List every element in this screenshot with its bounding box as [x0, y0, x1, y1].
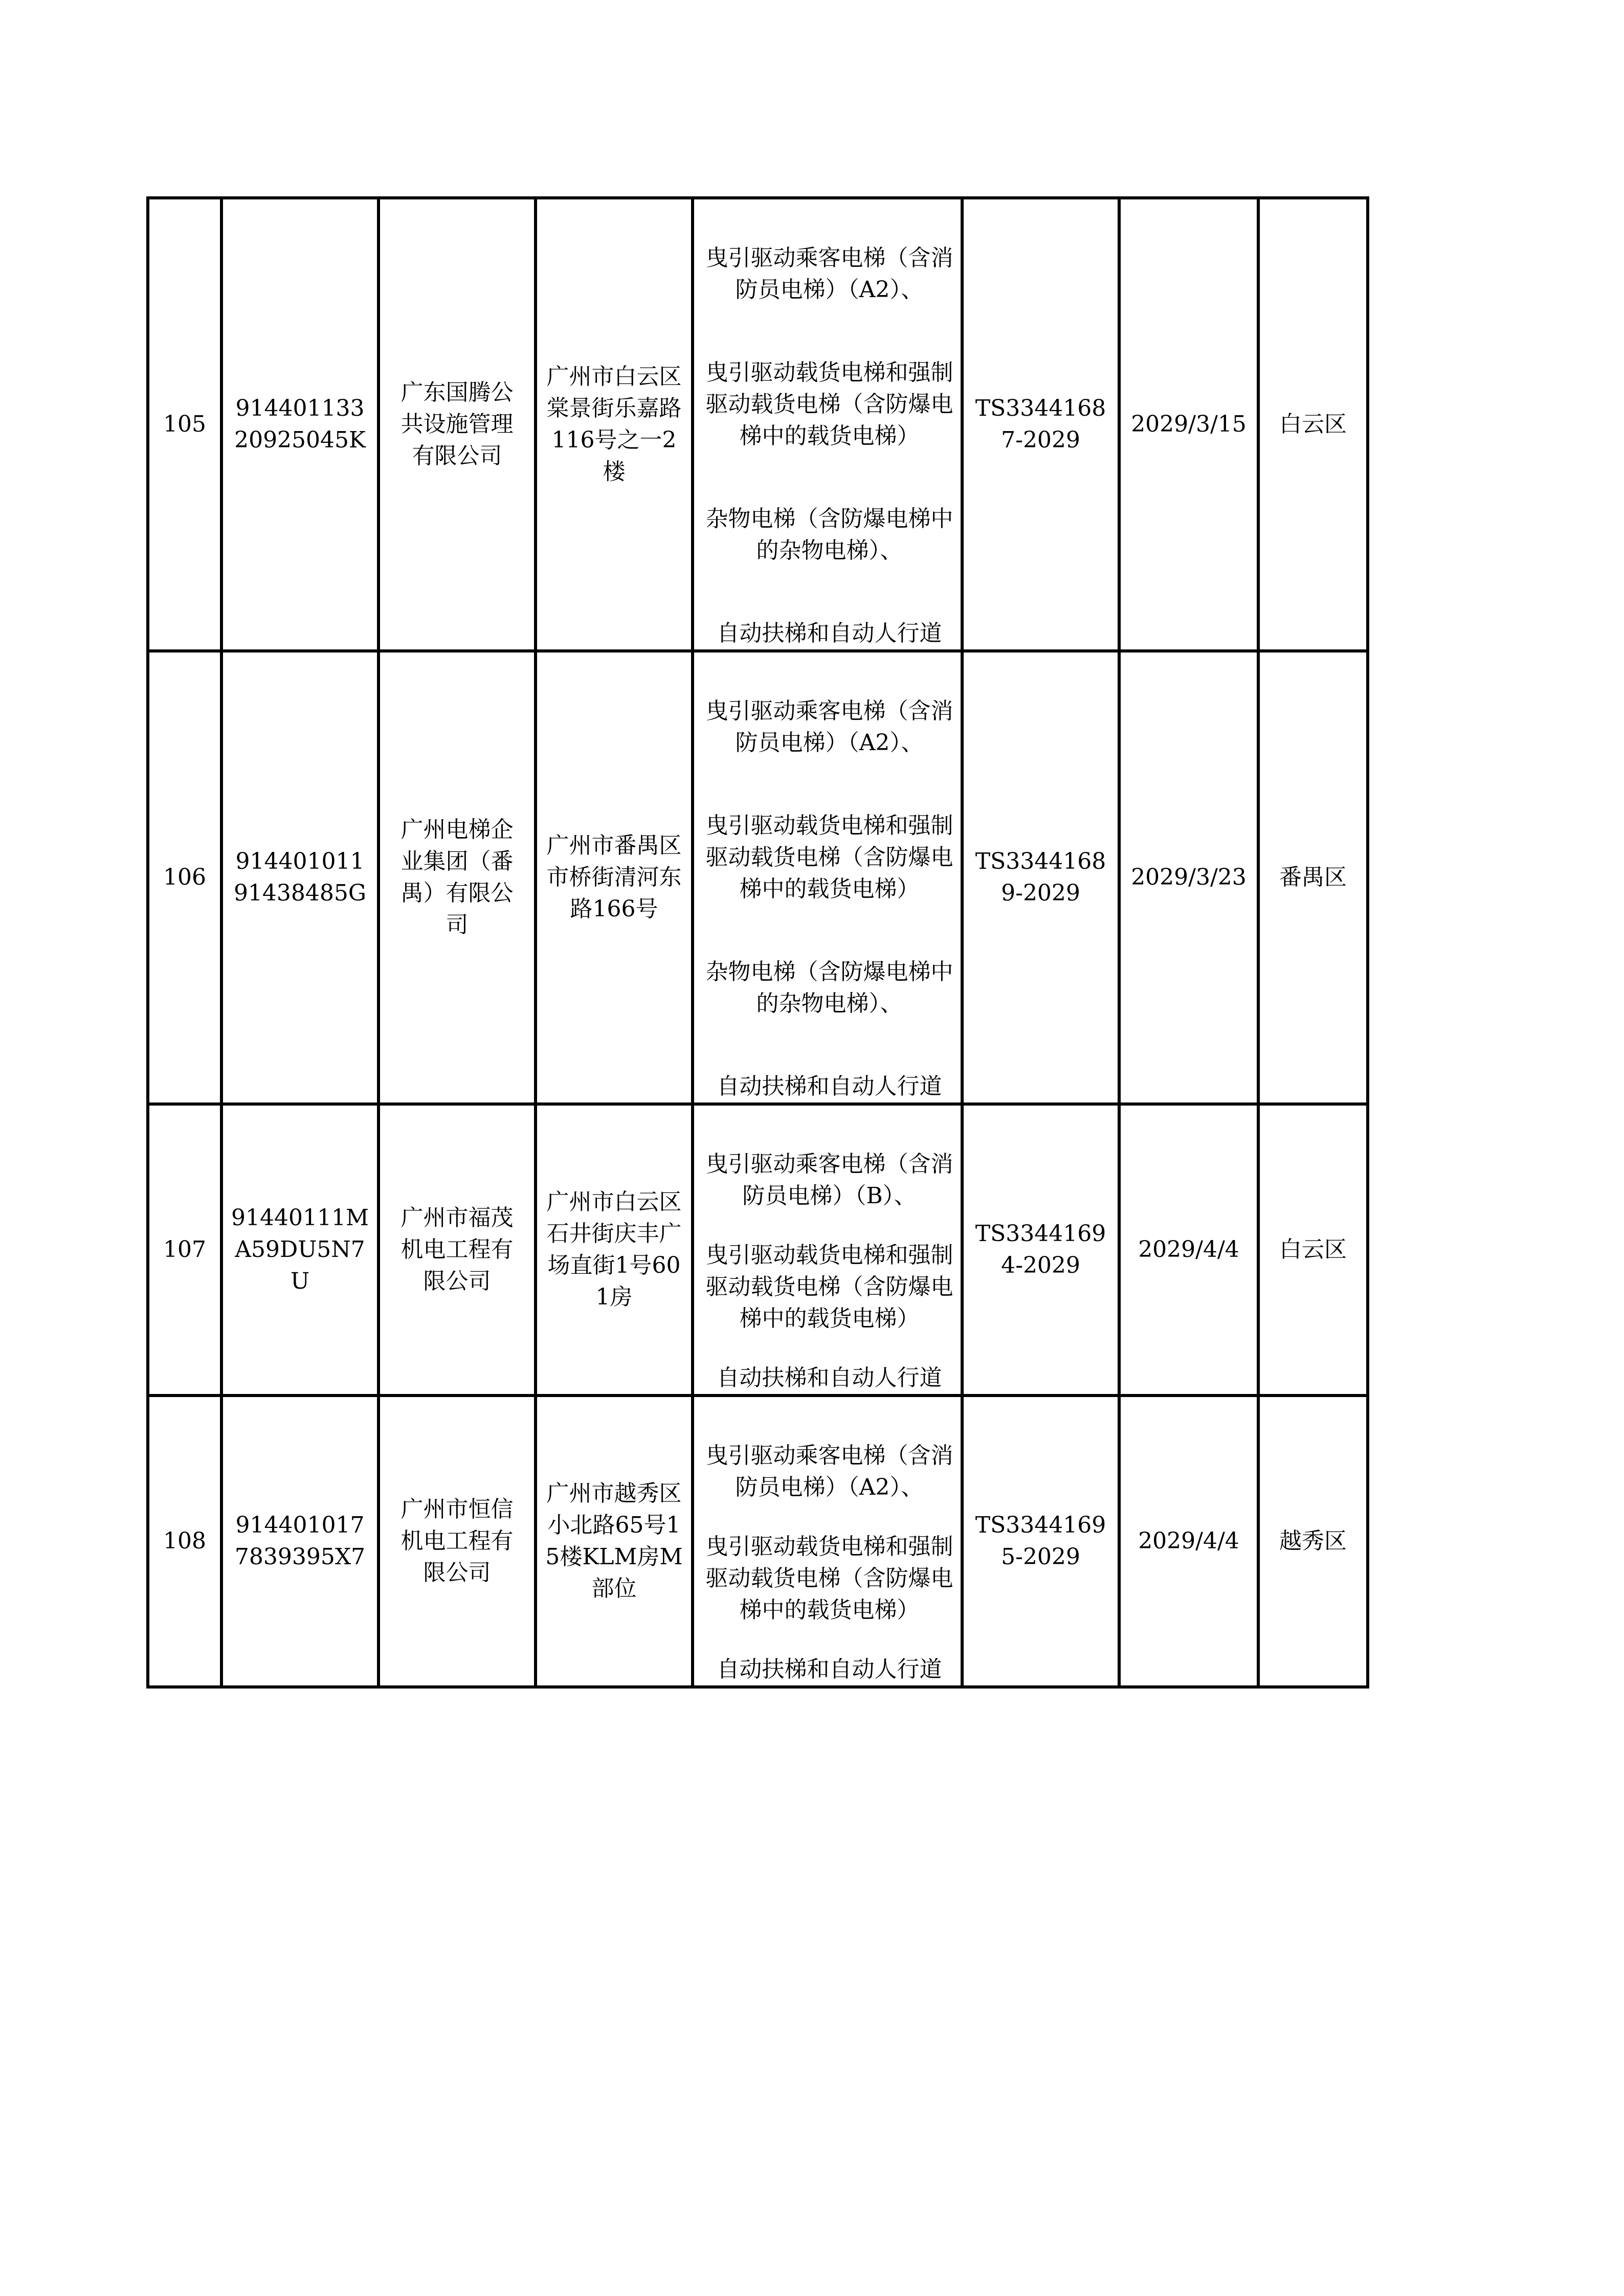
- credit-code-cell: [221, 1395, 379, 1687]
- address-cell: [536, 1395, 693, 1687]
- company-name-cell: [379, 198, 536, 651]
- license-scope-cell: [693, 1395, 962, 1687]
- company-name: 广州市恒信机电工程有限公司: [401, 1496, 514, 1586]
- certificate-number-cell: [962, 651, 1119, 1104]
- address-cell: [536, 1104, 693, 1395]
- scope-item: 曳引驱动载货电梯和强制驱动载货电梯（含防爆电梯中的载货电梯）: [705, 359, 953, 449]
- certificate-number: TS33441695-2029: [975, 1512, 1106, 1570]
- credit-code: 91440111MA59DU5N7U: [231, 1205, 369, 1294]
- credit-code: 91440101191438485G: [233, 848, 367, 906]
- license-scope-list: [703, 1149, 955, 1394]
- row-number: 105: [148, 198, 221, 651]
- district: 白云区: [1258, 198, 1368, 651]
- scope-item: 曳引驱动载货电梯和强制驱动载货电梯（含防爆电梯中的载货电梯）: [705, 1534, 953, 1623]
- scope-item: 曳引驱动载货电梯和强制驱动载货电梯（含防爆电梯中的载货电梯）: [705, 813, 953, 902]
- company-name-cell: [379, 1104, 536, 1395]
- certificate-number-cell: [962, 1395, 1119, 1687]
- valid-until: 2029/4/4: [1119, 1395, 1258, 1687]
- license-table: [146, 196, 1369, 1689]
- credit-code-cell: [221, 651, 379, 1104]
- address-cell: [536, 198, 693, 651]
- license-scope-cell: [693, 1104, 962, 1395]
- license-scope-cell: [693, 198, 962, 651]
- scope-item: 自动扶梯和自动人行道: [717, 620, 942, 646]
- scope-item: 自动扶梯和自动人行道: [717, 1656, 942, 1682]
- row-number: 107: [148, 1104, 221, 1395]
- company-name-cell: [379, 1395, 536, 1687]
- scope-item: 杂物电梯（含防爆电梯中的杂物电梯）、: [705, 506, 953, 564]
- company-address: 广州市番禺区市桥街清河东路166号: [546, 832, 682, 922]
- license-scope-list: [703, 695, 955, 1102]
- address-cell: [536, 651, 693, 1104]
- scope-item: 自动扶梯和自动人行道: [717, 1073, 942, 1099]
- row-number: 106: [148, 651, 221, 1104]
- certificate-number: TS33441694-2029: [975, 1221, 1106, 1278]
- certificate-number-cell: [962, 198, 1119, 651]
- scope-item: 曳引驱动乘客电梯（含消防员电梯）（A2）、: [705, 1443, 953, 1500]
- company-name-cell: [379, 651, 536, 1104]
- scope-item: 曳引驱动载货电梯和强制驱动载货电梯（含防爆电梯中的载货电梯）: [705, 1242, 953, 1332]
- credit-code: 91440113320925045K: [234, 395, 366, 453]
- license-scope-list: [703, 242, 955, 649]
- scope-item: 自动扶梯和自动人行道: [717, 1365, 942, 1391]
- license-scope-list: [703, 1440, 955, 1685]
- district: 越秀区: [1258, 1395, 1368, 1687]
- table-row: [148, 1395, 1368, 1687]
- certificate-number: TS33441689-2029: [975, 848, 1106, 906]
- credit-code-cell: [221, 198, 379, 651]
- company-name: 广州电梯企业集团（番禺）有限公司: [401, 817, 514, 938]
- district: 番禺区: [1258, 651, 1368, 1104]
- table-row: [148, 651, 1368, 1104]
- credit-code: 9144010177839395X7: [234, 1512, 366, 1570]
- license-scope-cell: [693, 651, 962, 1104]
- scope-item: 杂物电梯（含防爆电梯中的杂物电梯）、: [705, 959, 953, 1017]
- valid-until: 2029/3/15: [1119, 198, 1258, 651]
- table-row: [148, 1104, 1368, 1395]
- credit-code-cell: [221, 1104, 379, 1395]
- company-address: 广州市白云区棠景街乐嘉路116号之一2楼: [546, 364, 682, 485]
- certificate-number-cell: [962, 1104, 1119, 1395]
- company-name: 广东国腾公共设施管理有限公司: [401, 379, 514, 469]
- district: 白云区: [1258, 1104, 1368, 1395]
- company-address: 广州市白云区石井街庆丰广场直街1号601房: [546, 1189, 682, 1310]
- scope-item: 曳引驱动乘客电梯（含消防员电梯）（A2）、: [705, 698, 953, 756]
- company-name: 广州市福茂机电工程有限公司: [401, 1205, 514, 1294]
- row-number: 108: [148, 1395, 221, 1687]
- certificate-number: TS33441687-2029: [975, 395, 1106, 453]
- valid-until: 2029/3/23: [1119, 651, 1258, 1104]
- valid-until: 2029/4/4: [1119, 1104, 1258, 1395]
- company-address: 广州市越秀区小北路65号15楼KLM房M部位: [545, 1480, 683, 1602]
- scope-item: 曳引驱动乘客电梯（含消防员电梯）（A2）、: [705, 245, 953, 303]
- scope-item: 曳引驱动乘客电梯（含消防员电梯）（B）、: [705, 1151, 953, 1209]
- table-row: [148, 198, 1368, 651]
